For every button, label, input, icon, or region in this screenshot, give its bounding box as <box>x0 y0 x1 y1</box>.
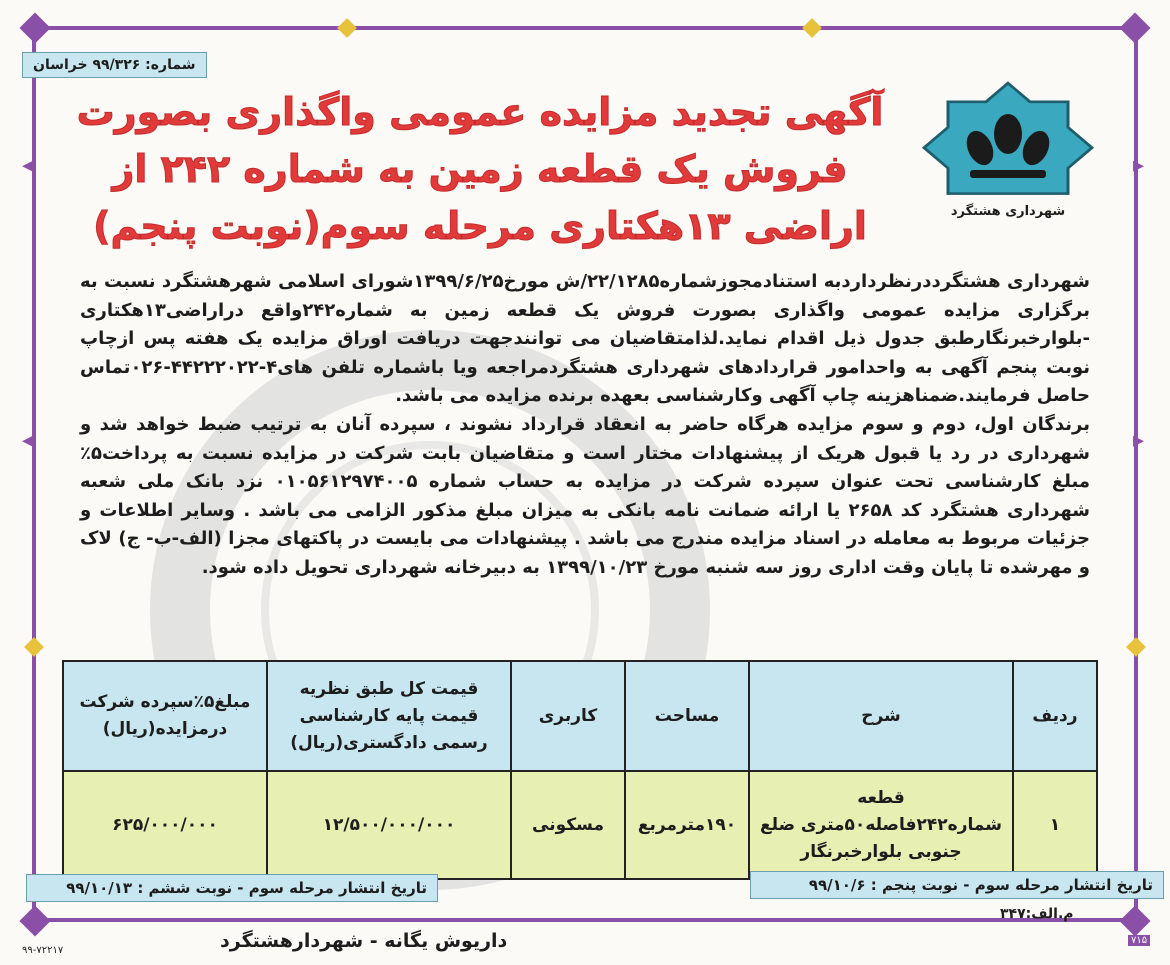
notice-body <box>80 268 1090 583</box>
frame-chevron: ▸ <box>1133 153 1145 178</box>
column-header-deposit: مبلغ۵٪سپرده شرکت درمزایده(ریال) <box>63 661 267 771</box>
paragraph: شهرداری هشتگرددرنظرداردبه استنادمجوزشماره۲۲/۱۲۸۵/ش مورخ۱۳۹۹/۶/۲۵شورای اسلامی شهرهشتگرد نسبت به برگزاری مزایده عمومی واگذاری بصورت فروش یک قطعه زمین به شماره۲۴۲واقع دراراضی۱۳هکتاری -بلوارخبرنگارطبق جدول ذیل اقدام نماید.لذامتقاضیان می توانندجهت دریافت اوراق مزایده یک هفته پس ازچاپ نوبت پنجم آگهی به واحدامور قراردادهای شهرداری هشتگردمراجعه ویا باشماره تلفن های۴-۴۴۲۲۲۰۲۲-۰۲۶تماس حاصل فرمایند.ضمناهزینه چاپ آگهی وکارشناسی بعهده برنده مزایده می باشد. <box>80 271 1091 407</box>
frame-corner-bottom-left <box>19 905 50 936</box>
publication-date-fifth: تاریخ انتشار مرحله سوم - نوبت پنجم : ۹۹/۱۰/۶ <box>750 871 1164 899</box>
signature: داریوش یگانه - شهردارهشتگرد <box>220 930 508 952</box>
print-code: ۹۹-۷۲۲۱۷ <box>22 945 64 956</box>
paragraph: برندگان اول، دوم و سوم مزایده هرگاه حاضر به انعقاد قرارداد نشوند ، سپرده آنان به ترتیب ضبط خواهد شد و شهرداری در رد یا قبول هریک از پیشنهادات مختار است و متقاضیان بابت شرکت در مزایده نسبت به پرداخت۵٪ مبلغ کارشناسی تحت عنوان سپرده شرکت در مزایده به حساب شماره ۰۱۰۵۶۱۲۹۷۴۰۰۵ نزد بانک ملی شعبه شهرداری هشتگرد کد ۲۶۵۸ یا ارائه ضمانت نامه بانکی به میزان مبلغ مذکور الزامی می باشد . وسایر اطلاعات و جزئیات مربوط به معامله در اسناد مزایده مندرج می باشد . پیشنهادات می بایست در پاکتهای مجزا (الف-ب- ج) لاک و مهرشده تا پایان وقت اداری روز سه شنبه مورخ ۱۳۹۹/۱۰/۲۳ به دبیرخانه شهرداری تحویل داده شود. <box>80 413 1091 578</box>
publication-date-sixth: تاریخ انتشار مرحله سوم - نوبت ششم : ۹۹/۱۰/۱۳ <box>26 874 438 902</box>
cell-area: ۱۹۰مترمربع <box>625 771 749 879</box>
page-code-badge: ۷۱۵ <box>1128 935 1150 946</box>
column-header-description: شرح <box>749 661 1013 771</box>
column-header-usage: کاربری <box>511 661 625 771</box>
column-header-row-number: ردیف <box>1013 661 1097 771</box>
frame-corner-top-right <box>1119 12 1150 43</box>
frame-corner-bottom-right <box>1119 905 1150 936</box>
cell-base-price: ۱۲/۵۰۰/۰۰۰/۰۰۰ <box>267 771 511 879</box>
notice-number: شماره: ۹۹/۳۲۶ خراسان <box>22 52 207 78</box>
frame-corner-top-left <box>19 12 50 43</box>
frame-diamond <box>337 18 357 38</box>
page-title: آگهی تجدید مزایده عمومی واگذاری بصورت فروش یک قطعه زمین به شماره ۲۴۲ از اراضی ۱۳هکتاری مرحله سوم(نوبت پنجم) <box>76 90 884 248</box>
cell-usage: مسکونی <box>511 771 625 879</box>
municipality-logo <box>918 78 1098 218</box>
column-header-base-price: قیمت کل طبق نظریه قیمت پایه کارشناسی رسمی دادگستری(ریال) <box>267 661 511 771</box>
table-row <box>63 771 1097 879</box>
frame-chevron: ▸ <box>1133 428 1145 453</box>
frame-chevron: ◂ <box>22 428 34 453</box>
frame-diamond <box>1126 637 1146 657</box>
mef-code: م.الف:۳۴۷ <box>1000 906 1074 922</box>
frame-bottom <box>40 918 1130 922</box>
cell-description: قطعه شماره۲۴۲فاصله۵۰متری ضلع جنوبی بلوارخبرنگار <box>749 771 1013 879</box>
table-header-row <box>63 661 1097 771</box>
frame-diamond <box>802 18 822 38</box>
frame-top <box>40 26 1130 30</box>
frame-chevron: ◂ <box>22 153 34 178</box>
cell-deposit: ۶۲۵/۰۰۰/۰۰۰ <box>63 771 267 879</box>
auction-table <box>62 660 1098 880</box>
cell-row-number: ۱ <box>1013 771 1097 879</box>
column-header-area: مساحت <box>625 661 749 771</box>
frame-diamond <box>24 637 44 657</box>
logo-caption: شهرداری هشتگرد <box>950 204 1066 219</box>
